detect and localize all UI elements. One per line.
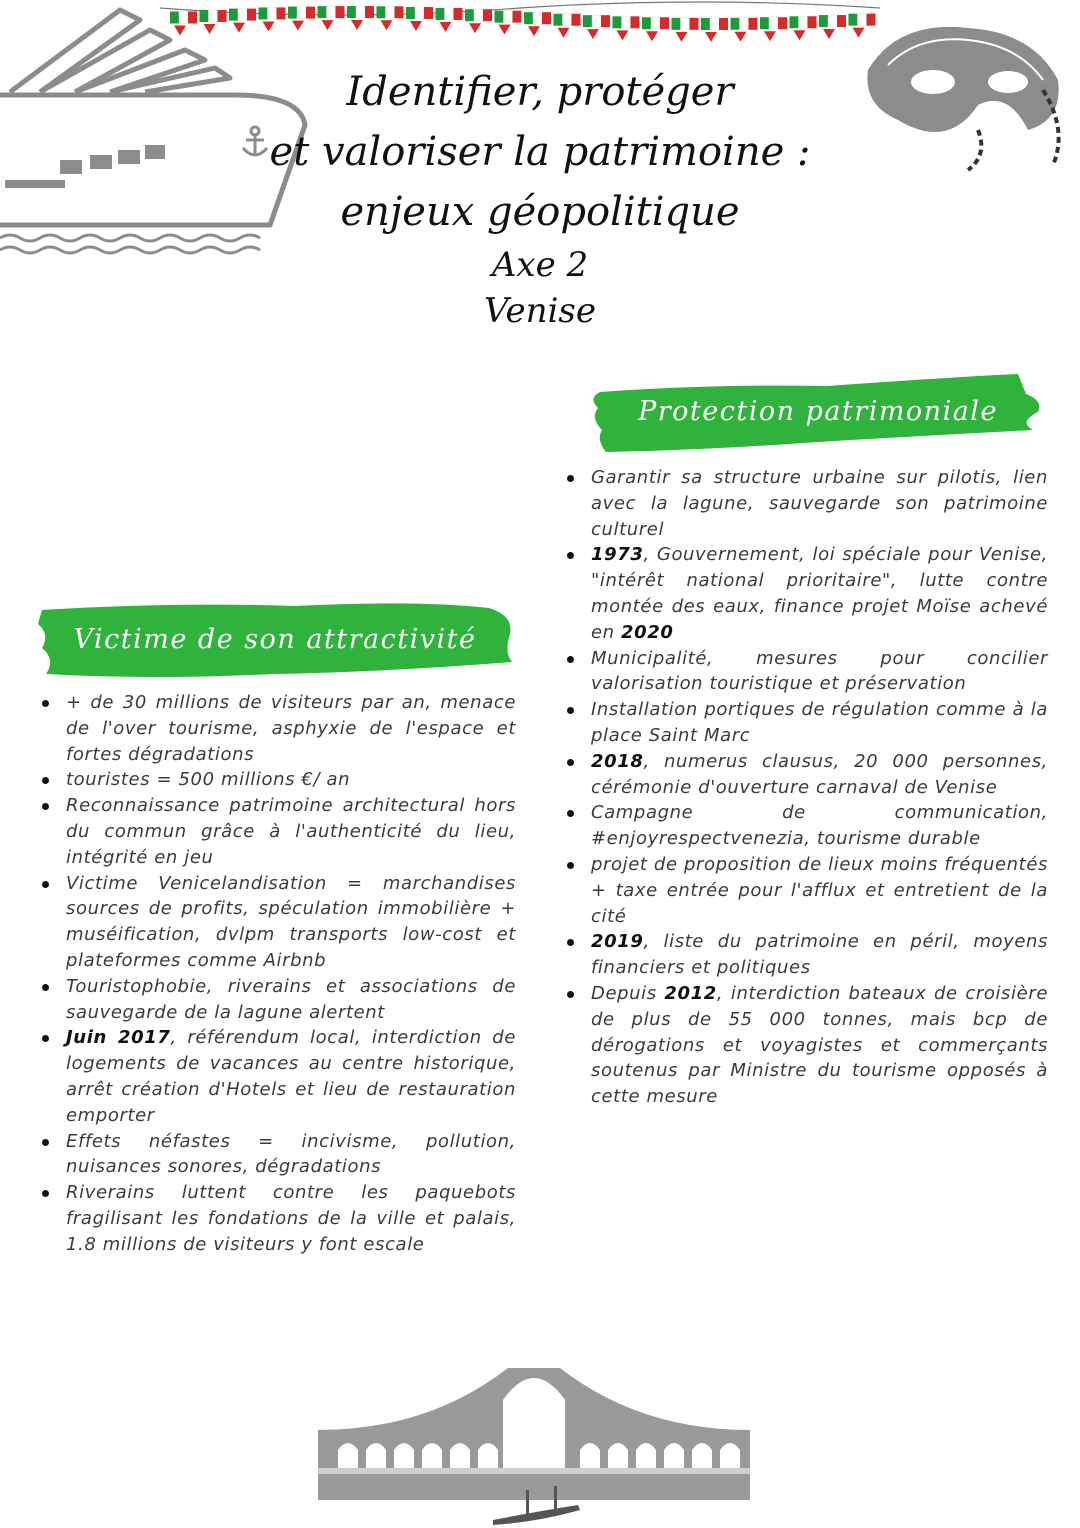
flag-pennant bbox=[465, 9, 492, 33]
list-item: Installation portiques de régulation comme à la place Saint Marc bbox=[565, 697, 1048, 749]
list-item: Reconnaissance patrimoine architectural hors du commun grâce à l'authenticité du lieu, intégrité en jeu bbox=[40, 793, 516, 870]
page-title-line-3: enjeux géopolitique bbox=[340, 189, 740, 235]
axis-label: Axe 2 bbox=[491, 245, 589, 285]
bridge-arch bbox=[636, 1443, 656, 1468]
flag-pennant bbox=[347, 6, 374, 30]
flag-pennant bbox=[524, 12, 551, 36]
flag-pennant bbox=[701, 18, 728, 42]
flag-pennant bbox=[760, 17, 787, 41]
page-title-line-2: et valoriser la patrimoine : bbox=[269, 129, 811, 175]
section-banner-protection bbox=[588, 370, 1048, 452]
section-heading-victime: Victime de son attractivité bbox=[73, 623, 477, 655]
bridge-arch bbox=[338, 1443, 358, 1468]
list-item: 1973, Gouvernement, loi spéciale pour Venise, "intérêt national prioritaire", lutte contre montée des eaux, finance projet Moïse achevé en 2020 bbox=[565, 542, 1048, 645]
list-item: Juin 2017, référendum local, interdiction de logements de vacances au centre historique, arrêt création d'Hotels et lieu de restauration emporter bbox=[40, 1025, 516, 1128]
section-heading-protection: Protection patrimoniale bbox=[638, 395, 998, 427]
bridge-arch bbox=[478, 1443, 498, 1468]
flag-pennant bbox=[554, 14, 581, 38]
bridge-arch bbox=[580, 1443, 600, 1468]
list-item: Effets néfastes = incivisme, pollution, nuisances sonores, dégradations bbox=[40, 1129, 516, 1181]
protection-list bbox=[565, 465, 1048, 1110]
flag-pennant bbox=[406, 7, 433, 31]
list-item: Municipalité, mesures pour concilier valorisation touristique et préservation bbox=[565, 646, 1048, 698]
list-item: 2019, liste du patrimoine en péril, moyens financiers et politiques bbox=[565, 929, 1048, 981]
title-block bbox=[250, 62, 830, 334]
bridge-arch bbox=[664, 1443, 684, 1468]
section-banner-victime bbox=[34, 598, 516, 680]
bridge-arch bbox=[720, 1443, 740, 1468]
bridge-arch bbox=[450, 1443, 470, 1468]
bridge-arch bbox=[608, 1443, 628, 1468]
flag-pennant bbox=[583, 15, 610, 39]
flag-pennant bbox=[731, 18, 758, 42]
bridge-arch bbox=[692, 1443, 712, 1468]
list-item: Riverains luttent contre les paquebots fragilisant les fondations de la ville et palais, 1.8 millions de visiteurs y font escale bbox=[40, 1180, 516, 1257]
flag-pennant bbox=[377, 6, 404, 30]
list-item: touristes = 500 millions €/ an bbox=[40, 767, 516, 793]
list-item: + de 30 millions de visiteurs par an, menace de l'over tourisme, asphyxie de l'espace et fortes dégradations bbox=[40, 690, 516, 767]
list-item: Depuis 2012, interdiction bateaux de croisière de plus de 55 000 tonnes, mais bcp de dérogations et voyagistes et commerçants soutenus par Ministre du tourisme opposés à cette mesure bbox=[565, 981, 1048, 1110]
flag-pennant bbox=[642, 17, 669, 41]
place-label: Venise bbox=[484, 291, 596, 331]
flag-pennant bbox=[790, 16, 817, 40]
flag-pennant bbox=[819, 15, 846, 39]
flag-pennant bbox=[613, 16, 640, 40]
list-item: Victime Venicelandisation = marchandises sources de profits, spéculation immobilière + muséification, dvlpm transports low-cost et plateformes comme Airbnb bbox=[40, 871, 516, 974]
list-item: Garantir sa structure urbaine sur pilotis, lien avec la lagune, sauvegarde son patrimoine culturel bbox=[565, 465, 1048, 542]
flag-pennant bbox=[495, 11, 522, 35]
list-item: Campagne de communication, #enjoyrespectvenezia, tourisme durable bbox=[565, 800, 1048, 852]
flag-pennant bbox=[672, 18, 699, 42]
list-item: 2018, numerus clausus, 20 000 personnes, cérémonie d'ouverture carnaval de Venise bbox=[565, 749, 1048, 801]
bridge-arch bbox=[394, 1443, 414, 1468]
bridge-arch bbox=[366, 1443, 386, 1468]
page-title-line-1: Identifier, protéger bbox=[346, 69, 734, 115]
rialto-bridge-icon bbox=[318, 1360, 750, 1528]
flag-pennant bbox=[318, 6, 345, 30]
carnival-mask-icon bbox=[858, 10, 1080, 180]
flag-pennant bbox=[436, 8, 463, 32]
list-item: Touristophobie, riverains et associations de sauvegarde de la lagune alertent bbox=[40, 974, 516, 1026]
bridge-arch bbox=[422, 1443, 442, 1468]
list-item: projet de proposition de lieux moins fréquentés + taxe entrée pour l'afflux et entretient de la cité bbox=[565, 852, 1048, 929]
victime-list bbox=[40, 690, 516, 1258]
